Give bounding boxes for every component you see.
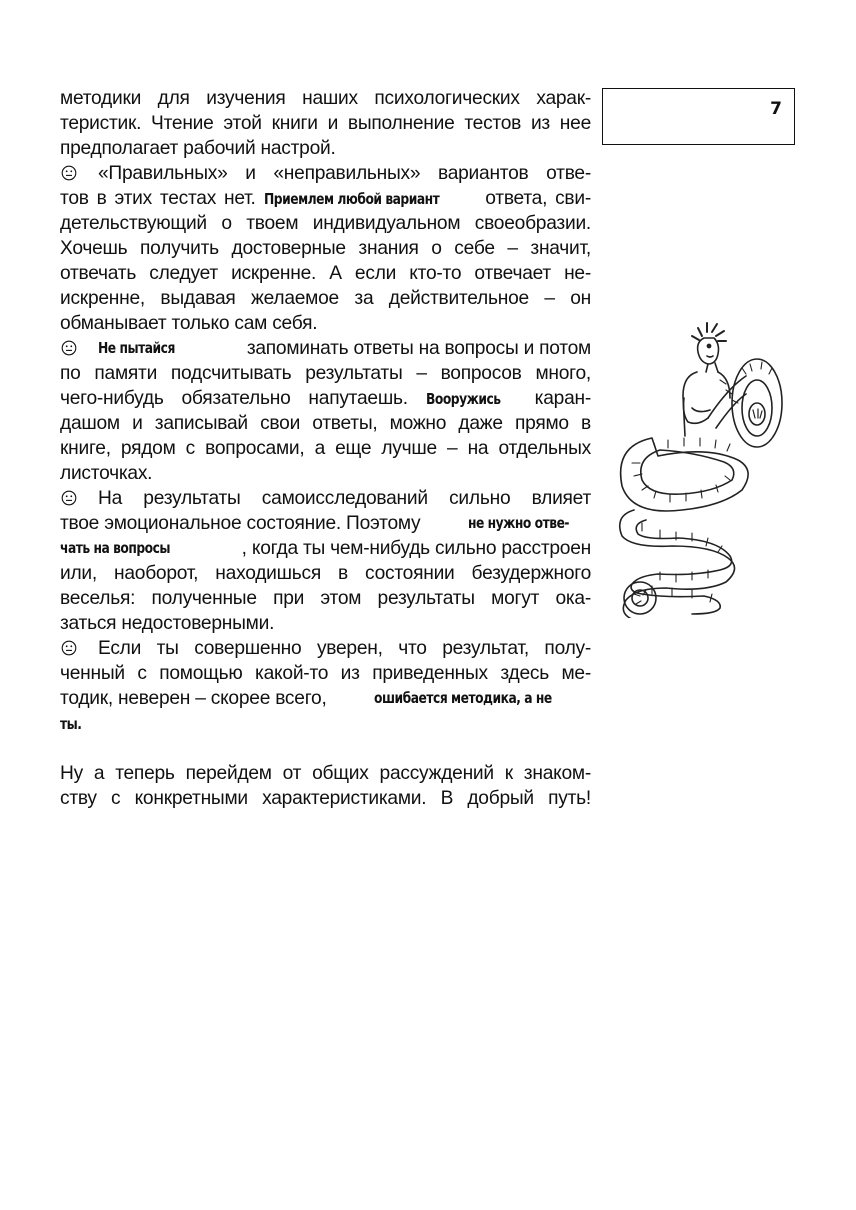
bullet-line [60, 486, 591, 511]
emphasis-text: ты. [60, 715, 82, 733]
text-line [60, 561, 591, 586]
line-text: ченный с помощью какой-то из приведенных здесь ме- [60, 663, 591, 684]
line-text: запоминать ответы на вопросы и потом [246, 338, 591, 359]
emphasis-text: Приемлем любой вариант [263, 190, 439, 208]
text-line [60, 111, 591, 136]
page-number-box [602, 88, 795, 145]
line-text: листочках. [60, 463, 153, 484]
line-text: книге, рядом с вопросами, а еще лучше – на отдельных [60, 438, 591, 459]
line-content [98, 336, 591, 361]
text-line [60, 661, 591, 686]
line-text: отвечать следует искренне. А если кто-то отвечает не- [60, 263, 591, 284]
emphasis-text: чать на вопросы [60, 539, 171, 557]
line-text: ответа, сви- [477, 188, 591, 209]
text-line [60, 186, 591, 211]
text-line [60, 786, 591, 811]
text-line [60, 361, 591, 386]
text-line [60, 461, 591, 486]
neutral-face-bullet-icon [60, 336, 98, 361]
line-text: по памяти подсчитывать результаты – вопросов много, [60, 363, 591, 384]
text-line [60, 436, 591, 461]
line-text: заться недостоверными. [60, 613, 275, 634]
line-text: ству с конкретными характеристиками. В добрый путь! [60, 788, 591, 809]
text-line [60, 236, 591, 261]
text-line [60, 586, 591, 611]
line-text: , когда ты чем-нибудь сильно расстроен [241, 538, 591, 559]
neutral-face-bullet-icon [60, 636, 98, 661]
text-line [60, 386, 591, 411]
line-text: веселья: полученные при этом результаты могут ока- [60, 588, 591, 609]
line-text: предполагает рабочий настрой. [60, 138, 336, 159]
text-line [60, 286, 591, 311]
page-number: 7 [770, 99, 782, 119]
text-line [60, 536, 591, 561]
text-line [60, 686, 591, 711]
text-line [60, 611, 591, 636]
line-text: каран- [516, 388, 591, 409]
text-line [60, 136, 591, 161]
line-text: чего-нибудь обязательно напутаешь. [60, 388, 426, 409]
line-text: На результаты самоисследований сильно влияет [98, 488, 591, 509]
text-line [60, 711, 591, 736]
text-line [60, 261, 591, 286]
bullet-line [60, 636, 591, 661]
line-text: теристик. Чтение этой книги и выполнение тестов из нее [60, 113, 591, 134]
bullet-line [60, 336, 591, 361]
line-text: детельствующий о твоем индивидуальном своеобразии. [60, 213, 591, 234]
line-text: Если ты совершенно уверен, что результат, полу- [98, 638, 591, 659]
text-line [60, 511, 591, 536]
person-in-paper-coil-illustration [612, 318, 787, 618]
paragraph-gap [60, 736, 591, 761]
text-line [60, 411, 591, 436]
line-text: тодик, неверен – скорее всего, [60, 688, 327, 709]
emphasis-text: ошибается методика, а не [374, 689, 552, 707]
text-line [60, 761, 591, 786]
line-text: тов в этих тестах нет. [60, 188, 264, 209]
line-text: дашом и записывай свои ответы, можно даже прямо в [60, 413, 591, 434]
emphasis-text: Вооружись [425, 390, 501, 408]
line-text: методики для изучения наших психологических харак- [60, 88, 591, 109]
text-line [60, 86, 591, 111]
line-text: или, наоборот, находишься в состоянии безудержного [60, 563, 591, 584]
line-text: Ну а теперь перейдем от общих рассуждений к знаком- [60, 763, 591, 784]
text-line [60, 311, 591, 336]
line-text: «Правильных» и «неправильных» вариантов отве- [98, 163, 591, 184]
emphasis-text: Не пытайся [98, 339, 175, 357]
line-text: обманывает только сам себя. [60, 313, 318, 334]
text-line [60, 211, 591, 236]
line-text: искренне, выдавая желаемое за действительное – он [60, 288, 591, 309]
neutral-face-bullet-icon [60, 486, 98, 511]
body-text [60, 86, 591, 811]
line-text: твое эмоциональное состояние. Поэтому [60, 513, 421, 534]
neutral-face-bullet-icon [60, 161, 98, 186]
emphasis-text: не нужно отве- [467, 514, 569, 532]
line-text: Хочешь получить достоверные знания о себе – значит, [60, 238, 591, 259]
bullet-line [60, 161, 591, 186]
